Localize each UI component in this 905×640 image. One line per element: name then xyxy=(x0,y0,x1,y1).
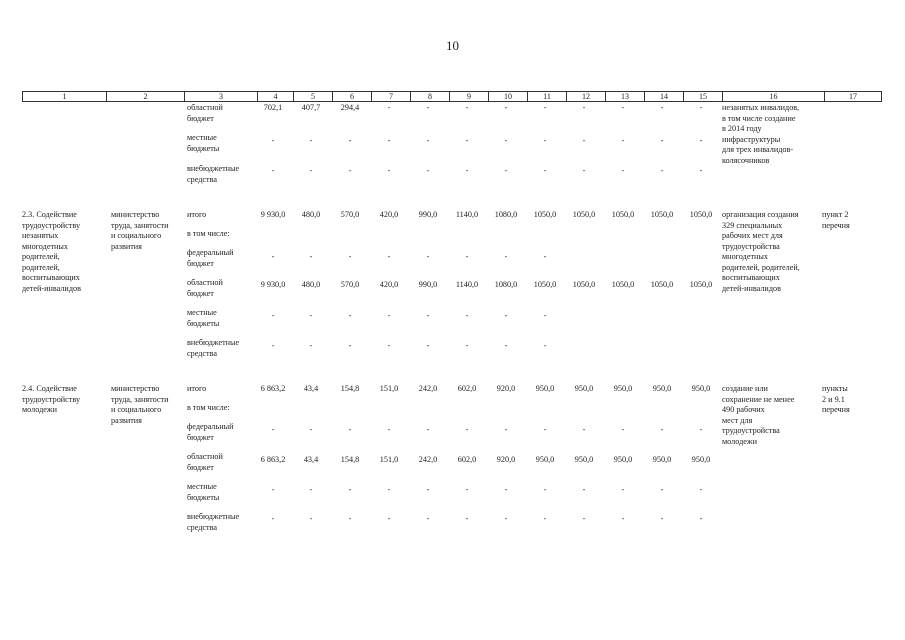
funding-label: итого xyxy=(187,210,207,219)
value-cell: - xyxy=(660,425,664,434)
col-number: 9 xyxy=(450,92,489,102)
value-cell: - xyxy=(543,485,547,494)
value-cell: 294,4 xyxy=(340,103,360,112)
funding-label: областной бюджет xyxy=(187,452,223,472)
col-number: 3 xyxy=(185,92,258,102)
value-cell: - xyxy=(348,166,352,175)
value-cell: - xyxy=(504,311,508,320)
value-cell: - xyxy=(426,341,430,350)
value-cell: 407,7 xyxy=(301,103,321,112)
value-cell: - xyxy=(465,485,469,494)
value-cell: 43,4 xyxy=(303,384,319,393)
value-cell: - xyxy=(582,485,586,494)
value-cell: - xyxy=(271,425,275,434)
value-cell: 950,0 xyxy=(574,384,594,393)
value-cell: - xyxy=(271,252,275,261)
value-cell: 480,0 xyxy=(301,210,321,219)
value-cell: 602,0 xyxy=(457,384,477,393)
value-cell: - xyxy=(387,136,391,145)
col-number: 2 xyxy=(107,92,185,102)
col-number: 11 xyxy=(528,92,567,102)
value-cell: - xyxy=(621,166,625,175)
value-cell: 950,0 xyxy=(652,384,672,393)
value-cell: - xyxy=(387,103,391,112)
value-cell: - xyxy=(465,425,469,434)
value-cell: - xyxy=(309,252,313,261)
value-cell: - xyxy=(582,103,586,112)
value-cell: - xyxy=(543,103,547,112)
funding-label: федеральный бюджет xyxy=(187,422,234,442)
value-cell: 6 863,2 xyxy=(260,455,286,464)
value-cell: - xyxy=(426,311,430,320)
value-cell: - xyxy=(387,341,391,350)
value-cell: 1080,0 xyxy=(494,210,518,219)
value-cell: - xyxy=(271,485,275,494)
value-cell: - xyxy=(465,311,469,320)
value-cell: - xyxy=(348,485,352,494)
col-number: 10 xyxy=(489,92,528,102)
col-number: 13 xyxy=(606,92,645,102)
value-cell: - xyxy=(621,136,625,145)
value-cell: - xyxy=(309,136,313,145)
value-cell: - xyxy=(660,514,664,523)
value-cell: - xyxy=(582,514,586,523)
col-number: 14 xyxy=(645,92,684,102)
value-cell: - xyxy=(699,136,703,145)
value-cell: - xyxy=(309,166,313,175)
value-cell: - xyxy=(348,425,352,434)
value-cell: - xyxy=(271,166,275,175)
value-cell: - xyxy=(465,136,469,145)
funding-label: внебюджетные средства xyxy=(187,512,240,532)
col-number: 5 xyxy=(294,92,333,102)
value-cell: 1050,0 xyxy=(650,210,674,219)
value-cell: - xyxy=(426,136,430,145)
value-cell: 950,0 xyxy=(691,384,711,393)
list-reference: пункты 2 и 9.1 перечня xyxy=(822,384,850,414)
value-cell: - xyxy=(660,103,664,112)
value-cell: - xyxy=(543,136,547,145)
value-cell: 950,0 xyxy=(574,455,594,464)
value-cell: 950,0 xyxy=(691,455,711,464)
value-cell: 570,0 xyxy=(340,280,360,289)
value-cell: - xyxy=(504,252,508,261)
value-cell: 242,0 xyxy=(418,384,438,393)
measure-name: 2.3. Содействие трудоустройству незанятых многодетных родителей, родителей, воспитывающих детей-инвалидов xyxy=(22,210,81,293)
value-cell: - xyxy=(465,252,469,261)
value-cell: 420,0 xyxy=(379,280,399,289)
col-number: 12 xyxy=(567,92,606,102)
value-cell: - xyxy=(543,252,547,261)
value-cell: 154,8 xyxy=(340,384,360,393)
col-number: 6 xyxy=(333,92,372,102)
value-cell: 9 930,0 xyxy=(260,280,286,289)
value-cell: - xyxy=(621,514,625,523)
funding-label: местные бюджеты xyxy=(187,482,220,502)
value-cell: 6 863,2 xyxy=(260,384,286,393)
value-cell: 9 930,0 xyxy=(260,210,286,219)
value-cell: - xyxy=(348,252,352,261)
value-cell: 1050,0 xyxy=(572,280,596,289)
value-cell: 950,0 xyxy=(535,384,555,393)
page-number: 10 xyxy=(446,38,459,53)
value-cell: - xyxy=(309,425,313,434)
funding-label: внебюджетные средства xyxy=(187,164,240,184)
funding-label: федеральный бюджет xyxy=(187,248,234,268)
value-cell: - xyxy=(504,341,508,350)
value-cell: 1050,0 xyxy=(611,210,635,219)
value-cell: - xyxy=(309,341,313,350)
value-cell: - xyxy=(543,514,547,523)
value-cell: - xyxy=(426,485,430,494)
value-cell: 1140,0 xyxy=(455,280,479,289)
value-cell: - xyxy=(426,166,430,175)
value-cell: - xyxy=(309,485,313,494)
value-cell: - xyxy=(387,485,391,494)
value-cell: 950,0 xyxy=(613,455,633,464)
list-reference: пункт 2 перечня xyxy=(822,210,850,230)
value-cell: 242,0 xyxy=(418,455,438,464)
value-cell: - xyxy=(543,311,547,320)
col-number: 4 xyxy=(258,92,294,102)
result-text: создание или сохранение не менее 490 рабочих мест для трудоустройства молодежи xyxy=(722,384,795,446)
funding-label: областной бюджет xyxy=(187,278,223,298)
value-cell: 950,0 xyxy=(535,455,555,464)
value-cell: - xyxy=(699,514,703,523)
value-cell: - xyxy=(543,166,547,175)
value-cell: - xyxy=(582,166,586,175)
col-number: 15 xyxy=(684,92,723,102)
value-cell: - xyxy=(504,425,508,434)
result-text: организация создания 329 специальных рабочих мест для трудоустройства многодетных родителей, родителей, воспитывающих детей-инвалидов xyxy=(722,210,800,293)
value-cell: - xyxy=(699,485,703,494)
value-cell: 151,0 xyxy=(379,384,399,393)
value-cell: - xyxy=(271,514,275,523)
value-cell: 1080,0 xyxy=(494,280,518,289)
funding-label: в том числе: xyxy=(187,229,230,238)
value-cell: - xyxy=(387,252,391,261)
value-cell: 990,0 xyxy=(418,280,438,289)
value-cell: - xyxy=(465,341,469,350)
funding-label: итого xyxy=(187,384,207,393)
value-cell: 1050,0 xyxy=(689,280,713,289)
value-cell: - xyxy=(543,425,547,434)
value-cell: - xyxy=(348,341,352,350)
col-number: 16 xyxy=(723,92,825,102)
value-cell: 1050,0 xyxy=(572,210,596,219)
funding-label: в том числе: xyxy=(187,403,230,412)
value-cell: - xyxy=(309,514,313,523)
funding-label: внебюджетные средства xyxy=(187,338,240,358)
value-cell: - xyxy=(660,485,664,494)
value-cell: - xyxy=(426,252,430,261)
value-cell: - xyxy=(504,485,508,494)
value-cell: - xyxy=(271,341,275,350)
value-cell: - xyxy=(387,166,391,175)
value-cell: - xyxy=(504,514,508,523)
funding-label: местные бюджеты xyxy=(187,308,220,328)
value-cell: 1050,0 xyxy=(533,210,557,219)
value-cell: 1050,0 xyxy=(650,280,674,289)
value-cell: - xyxy=(465,103,469,112)
value-cell: - xyxy=(387,311,391,320)
value-cell: 43,4 xyxy=(303,455,319,464)
value-cell: - xyxy=(465,166,469,175)
value-cell: 570,0 xyxy=(340,210,360,219)
value-cell: - xyxy=(504,103,508,112)
value-cell: - xyxy=(426,514,430,523)
value-cell: 1140,0 xyxy=(455,210,479,219)
measure-name: 2.4. Содействие трудоустройству молодежи xyxy=(22,384,81,414)
col-number: 8 xyxy=(411,92,450,102)
value-cell: 920,0 xyxy=(496,384,516,393)
col-number: 1 xyxy=(23,92,107,102)
column-number-header xyxy=(22,91,882,102)
col-number: 17 xyxy=(825,92,882,102)
value-cell: - xyxy=(582,425,586,434)
value-cell: 154,8 xyxy=(340,455,360,464)
value-cell: - xyxy=(271,136,275,145)
value-cell: 151,0 xyxy=(379,455,399,464)
value-cell: 1050,0 xyxy=(533,280,557,289)
value-cell: 420,0 xyxy=(379,210,399,219)
value-cell: 1050,0 xyxy=(689,210,713,219)
funding-label: областной бюджет xyxy=(187,103,223,123)
value-cell: - xyxy=(387,514,391,523)
value-cell: - xyxy=(660,166,664,175)
value-cell: - xyxy=(621,103,625,112)
value-cell: - xyxy=(387,425,391,434)
value-cell: - xyxy=(621,425,625,434)
value-cell: 480,0 xyxy=(301,280,321,289)
value-cell: 702,1 xyxy=(263,103,283,112)
value-cell: - xyxy=(543,341,547,350)
value-cell: - xyxy=(348,514,352,523)
value-cell: - xyxy=(504,136,508,145)
value-cell: - xyxy=(348,136,352,145)
col-number: 7 xyxy=(372,92,411,102)
value-cell: - xyxy=(271,311,275,320)
value-cell: 1050,0 xyxy=(611,280,635,289)
value-cell: - xyxy=(699,425,703,434)
value-cell: - xyxy=(699,166,703,175)
result-text: незанятых инвалидов, в том числе создание в 2014 году инфраструктуры для трех инвалидов- колясочников xyxy=(722,103,800,165)
value-cell: 990,0 xyxy=(418,210,438,219)
value-cell: - xyxy=(660,136,664,145)
value-cell: - xyxy=(465,514,469,523)
value-cell: - xyxy=(309,311,313,320)
value-cell: 950,0 xyxy=(613,384,633,393)
value-cell: - xyxy=(504,166,508,175)
value-cell: - xyxy=(426,103,430,112)
value-cell: - xyxy=(582,136,586,145)
value-cell: - xyxy=(699,103,703,112)
funding-label: местные бюджеты xyxy=(187,133,220,153)
value-cell: - xyxy=(621,485,625,494)
value-cell: 950,0 xyxy=(652,455,672,464)
value-cell: 602,0 xyxy=(457,455,477,464)
value-cell: 920,0 xyxy=(496,455,516,464)
executor: министерство труда, занятости и социального развития xyxy=(111,384,169,425)
value-cell: - xyxy=(426,425,430,434)
executor: министерство труда, занятости и социального развития xyxy=(111,210,169,251)
value-cell: - xyxy=(348,311,352,320)
